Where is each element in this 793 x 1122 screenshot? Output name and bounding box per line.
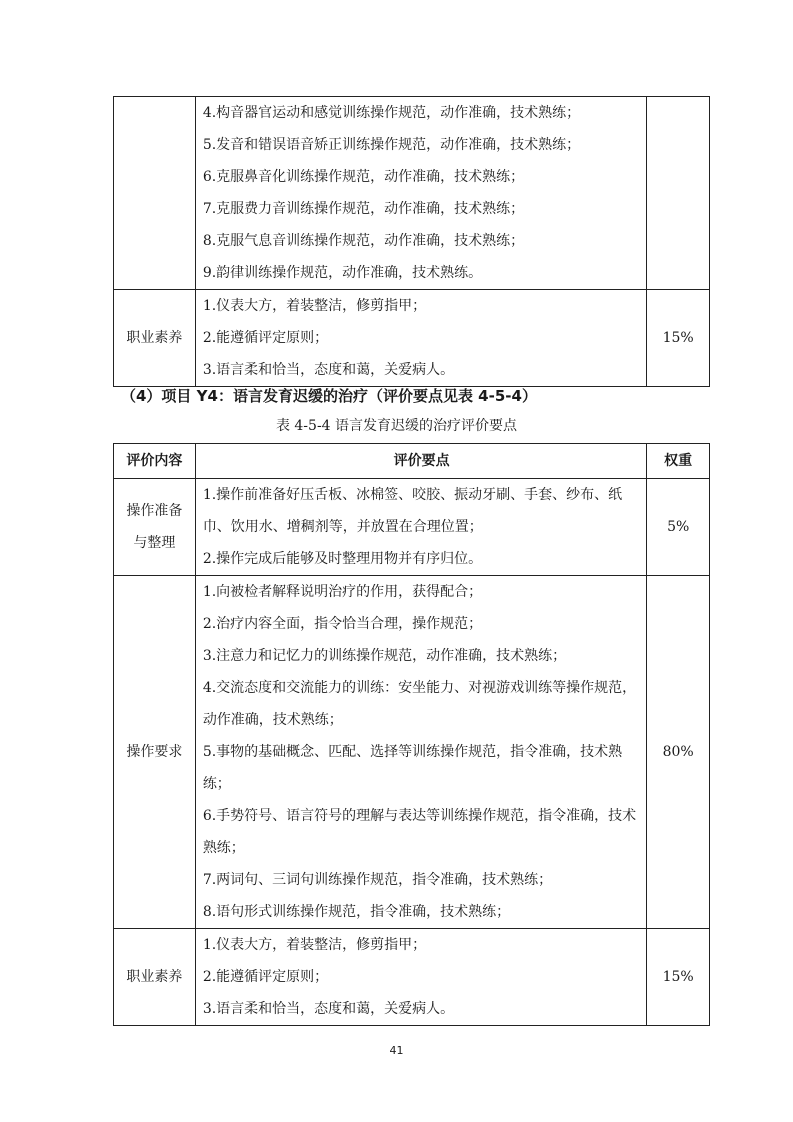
point-item: 1.操作前准备好压舌板、冰棉签、咬胶、振动牙刷、手套、纱布、纸巾、饮用水、增稠剂等，并放置在合理位置； <box>202 487 623 535</box>
weight-cell: 5% <box>647 479 710 576</box>
weight-cell <box>647 97 710 290</box>
point-item: 3.语言柔和恰当，态度和蔼，关爱病人。 <box>202 1001 455 1017</box>
table-row <box>114 97 710 290</box>
header-category: 评价内容 <box>114 444 196 479</box>
point-item: 2.能遵循评定原则； <box>202 969 329 985</box>
category-line: 与整理 <box>133 535 176 551</box>
point-item: 3.注意力和记忆力的训练操作规范，动作准确，技术熟练； <box>202 648 567 664</box>
category-line: 职业素养 <box>126 969 183 985</box>
weight-cell: 15% <box>647 290 710 387</box>
category-cell <box>114 479 196 576</box>
point-item: 9.韵律训练操作规范，动作准确，技术熟练。 <box>202 265 483 281</box>
category-line: 操作准备 <box>126 503 183 519</box>
evaluation-table <box>113 443 710 1026</box>
point-item: 1.仪表大方，着装整洁，修剪指甲； <box>202 298 427 314</box>
points-cell <box>195 479 647 576</box>
points-cell <box>195 576 647 929</box>
point-item: 2.治疗内容全面，指令恰当合理，操作规范； <box>202 616 483 632</box>
header-weight: 权重 <box>647 444 710 479</box>
page-number: 41 <box>389 1044 404 1057</box>
weight-cell: 15% <box>647 929 710 1026</box>
point-item: 2.能遵循评定原则； <box>202 330 329 346</box>
category-cell: 职业素养 <box>114 290 196 387</box>
table-row <box>114 929 710 1026</box>
point-item: 7.两词句、三词句训练操作规范，指令准确，技术熟练； <box>202 872 553 888</box>
table-row <box>114 479 710 576</box>
point-item: 1.仪表大方，着装整洁，修剪指甲； <box>202 937 427 953</box>
point-item: 2.操作完成后能够及时整理用物并有序归位。 <box>202 551 483 567</box>
category-cell <box>114 97 196 290</box>
point-item: 6.克服鼻音化训练操作规范，动作准确，技术熟练； <box>202 169 525 185</box>
table-row <box>114 576 710 929</box>
category-cell <box>114 576 196 929</box>
table-header-row <box>114 444 710 479</box>
points-cell <box>195 290 647 387</box>
header-points: 评价要点 <box>195 444 647 479</box>
point-item: 7.克服费力音训练操作规范，动作准确，技术熟练； <box>202 201 525 217</box>
category-cell <box>114 929 196 1026</box>
point-item: 5.发音和错误语音矫正训练操作规范，动作准确，技术熟练； <box>202 137 581 153</box>
point-item: 5.事物的基础概念、匹配、选择等训练操作规范，指令准确，技术熟练； <box>202 744 623 792</box>
point-item: 8.克服气息音训练操作规范，动作准确，技术熟练； <box>202 233 525 249</box>
evaluation-table-continued <box>113 96 710 387</box>
points-cell <box>195 97 647 290</box>
category-line: 操作要求 <box>126 744 183 760</box>
table-row <box>114 290 710 387</box>
point-item: 6.手势符号、语言符号的理解与表达等训练操作规范，指令准确，技术熟练； <box>202 808 637 856</box>
point-item: 8.语句形式训练操作规范，指令准确，技术熟练； <box>202 904 511 920</box>
points-cell <box>195 929 647 1026</box>
point-item: 1.向被检者解释说明治疗的作用，获得配合； <box>202 584 483 600</box>
table-caption: 表 4-5-4 语言发育迟缓的治疗评价要点 <box>275 418 518 434</box>
section-heading: （4）项目 Y4：语言发育迟缓的治疗（评价要点见表 4-5-4） <box>121 387 537 405</box>
point-item: 3.语言柔和恰当，态度和蔼，关爱病人。 <box>202 362 455 378</box>
point-item: 4.构音器官运动和感觉训练操作规范，动作准确，技术熟练； <box>202 105 581 121</box>
weight-cell: 80% <box>647 576 710 929</box>
point-item: 4.交流态度和交流能力的训练：安坐能力、对视游戏训练等操作规范，动作准确，技术熟练； <box>202 680 637 728</box>
